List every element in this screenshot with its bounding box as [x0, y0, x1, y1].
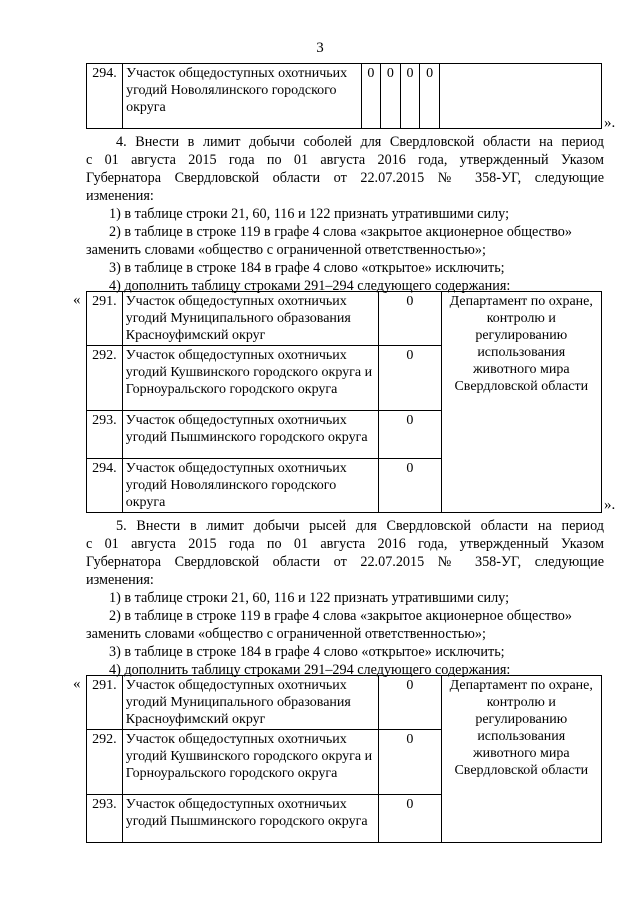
- list-item: 1) в таблице строки 21, 60, 116 и 122 признать утратившими силу;: [109, 206, 510, 222]
- row-number: 293.: [87, 795, 123, 843]
- paragraph-line: с 01 августа 2015 года по 01 августа 2016 года, утвержденный Указом: [86, 152, 604, 168]
- paragraph-line: изменения:: [86, 572, 154, 588]
- row-value: 0: [379, 411, 441, 459]
- paragraph-line: 5. Внести в лимит добычи рысей для Свердловской области на период: [116, 518, 604, 534]
- paragraph-line: 4. Внести в лимит добычи соболей для Свердловской области на период: [116, 134, 604, 150]
- row-value: 0: [400, 64, 420, 129]
- list-item: 4) дополнить таблицу строками 291–294 следующего содержания:: [109, 278, 511, 294]
- list-item: заменить словами «общество с ограниченной ответственностью»;: [86, 626, 486, 642]
- row-value: 0: [379, 676, 441, 730]
- list-item: 3) в таблице в строке 184 в графе 4 слово «открытое» исключить;: [109, 644, 505, 660]
- page-number: 3: [316, 40, 324, 56]
- row-number: 291.: [87, 676, 123, 730]
- paragraph-line: Губернатора Свердловской области от 22.07.2015 № 358-УГ, следующие: [86, 554, 604, 570]
- row-value: 0: [420, 64, 440, 129]
- table-row: [87, 292, 602, 346]
- paragraph-line: изменения:: [86, 188, 154, 204]
- list-item: 4) дополнить таблицу строками 291–294 следующего содержания:: [109, 662, 511, 678]
- row-name: Участок общедоступных охотничьих угодий Пышминского городского округа: [122, 411, 378, 459]
- row-name: Участок общедоступных охотничьих угодий Новолялинского городского округа: [123, 64, 361, 129]
- list-item: 2) в таблице в строке 119 в графе 4 слова «закрытое акционерное общество»: [109, 224, 572, 240]
- row-name: Участок общедоступных охотничьих угодий Пышминского городского округа: [122, 795, 378, 843]
- list-item: заменить словами «общество с ограниченной ответственностью»;: [86, 242, 486, 258]
- row-number: 292.: [87, 346, 123, 411]
- continuation-table: [86, 63, 602, 129]
- row-number: 294.: [87, 459, 123, 513]
- row-value: 0: [381, 64, 401, 129]
- row-number: 292.: [87, 730, 123, 795]
- row-department: [439, 64, 601, 129]
- list-item: 3) в таблице в строке 184 в графе 4 слово «открытое» исключить;: [109, 260, 505, 276]
- sables-table: [86, 291, 602, 513]
- row-name: Участок общедоступных охотничьих угодий Кушвинского городского округа и Горноуральского городского округа: [122, 346, 378, 411]
- row-name: Участок общедоступных охотничьих угодий Кушвинского городского округа и Горноуральского городского округа: [122, 730, 378, 795]
- row-value: 0: [361, 64, 381, 129]
- row-value: 0: [379, 730, 441, 795]
- list-item: 2) в таблице в строке 119 в графе 4 слова «закрытое акционерное общество»: [109, 608, 572, 624]
- opening-quote: «: [73, 292, 81, 308]
- opening-quote: «: [73, 676, 81, 692]
- list-item: 1) в таблице строки 21, 60, 116 и 122 признать утратившими силу;: [109, 590, 510, 606]
- closing-quote: ».: [604, 497, 616, 513]
- table-row: [87, 676, 602, 730]
- row-number: 291.: [87, 292, 123, 346]
- row-value: 0: [379, 346, 441, 411]
- row-number: 293.: [87, 411, 123, 459]
- row-value: 0: [379, 292, 441, 346]
- row-number: 294.: [87, 64, 123, 129]
- row-name: Участок общедоступных охотничьих угодий Муниципального образования Красноуфимский округ: [122, 676, 378, 730]
- table-row: [87, 64, 602, 129]
- row-value: 0: [379, 795, 441, 843]
- lynx-table: [86, 675, 602, 843]
- row-value: 0: [379, 459, 441, 513]
- row-name: Участок общедоступных охотничьих угодий Муниципального образования Красноуфимский округ: [122, 292, 378, 346]
- row-name: Участок общедоступных охотничьих угодий Новолялинского городского округа: [122, 459, 378, 513]
- row-department: Департамент по охране, контролю и регулированию использования животного мира Свердловской области: [441, 676, 601, 843]
- row-department: Департамент по охране, контролю и регулированию использования животного мира Свердловской области: [441, 292, 601, 513]
- paragraph-line: Губернатора Свердловской области от 22.07.2015 № 358-УГ, следующие: [86, 170, 604, 186]
- paragraph-line: с 01 августа 2015 года по 01 августа 2016 года, утвержденный Указом: [86, 536, 604, 552]
- closing-quote: ».: [604, 115, 616, 131]
